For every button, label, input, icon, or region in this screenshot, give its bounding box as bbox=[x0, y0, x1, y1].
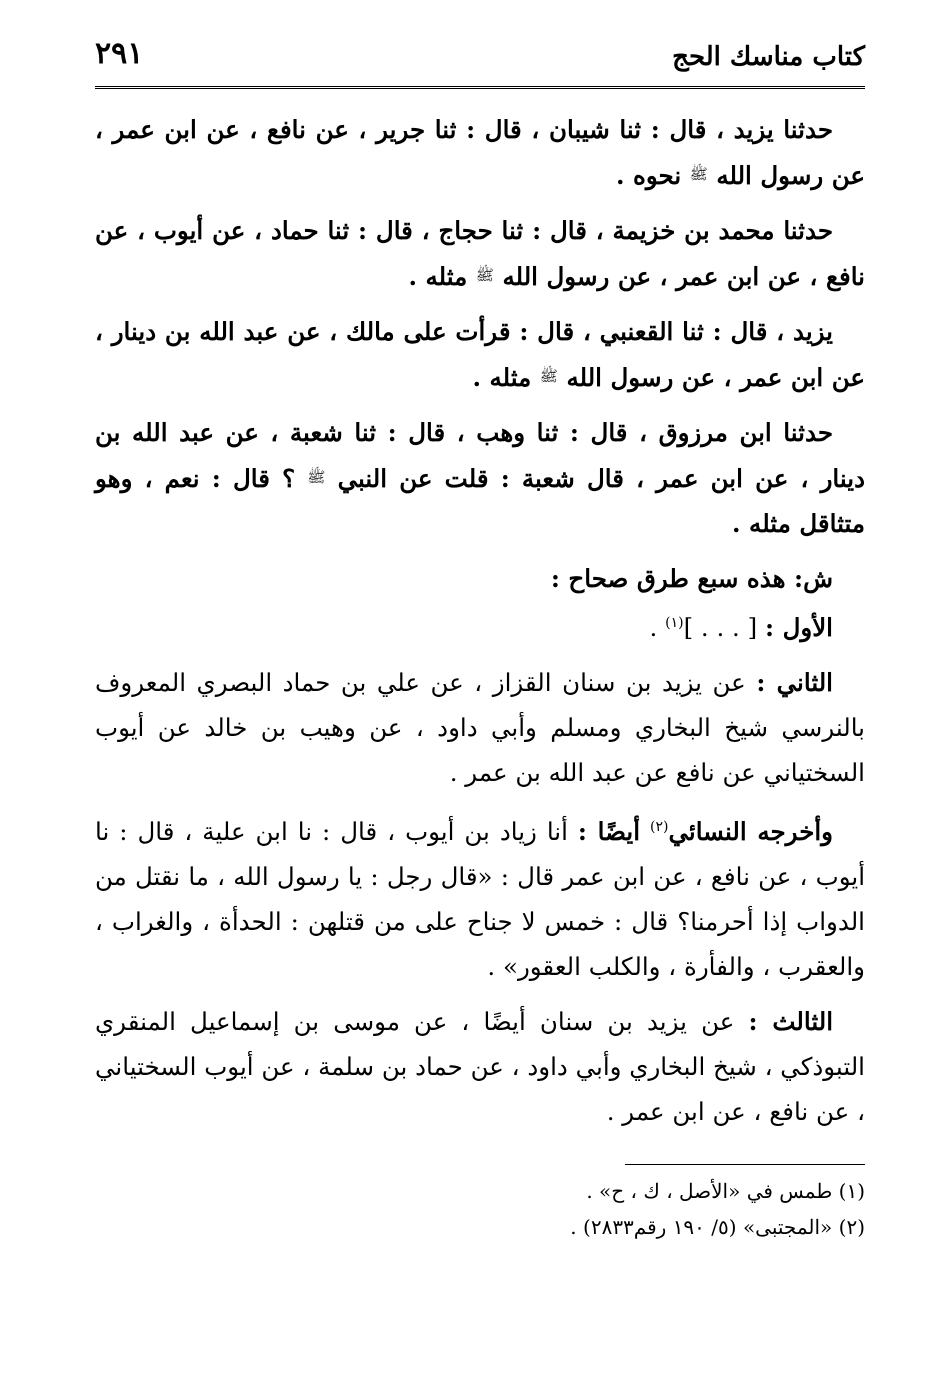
paragraph-text: حدثنا محمد بن خزيمة ، قال : ثنا حجاج ، قال : ثنا حماد ، عن أيوب ، عن نافع ، عن ابن عمر ، عن رسول الله bbox=[95, 216, 865, 291]
salutation-symbol: ﷺ bbox=[539, 367, 558, 385]
paragraph-text-end: نحوه . bbox=[615, 161, 682, 190]
page-header bbox=[95, 30, 865, 89]
paragraph-text-end: ؟ قال : نعم ، وهو متثاقل مثله . bbox=[95, 464, 865, 538]
route-end: . bbox=[649, 613, 658, 643]
running-title: كتاب مناسك الحج bbox=[672, 42, 865, 72]
footnote-marker: (١) bbox=[665, 615, 684, 631]
first-route bbox=[95, 601, 865, 650]
route-text: عن يزيد بن سنان أيضًا ، عن موسى بن إسماعيل المنقري التبوذكي ، شيخ البخاري وأبي داود ، عن حماد بن سلمة ، عن أيوب السختياني ، عن نافع ، عن ابن عمر . bbox=[95, 1007, 865, 1127]
commentary-heading: ش: هذه سبع طرق صحاح : bbox=[550, 564, 833, 593]
paragraph-text: حدثنا يزيد ، قال : ثنا شيبان ، قال : ثنا جرير ، عن نافع ، عن ابن عمر ، عن رسول الله bbox=[95, 115, 865, 190]
nasai-paragraph bbox=[95, 805, 865, 989]
second-route bbox=[95, 660, 865, 795]
paragraph-text-end: مثله . bbox=[472, 363, 532, 392]
source-label-2: أيضًا : bbox=[577, 817, 641, 847]
salutation-symbol: ﷺ bbox=[475, 266, 494, 284]
paragraph-text: يزيد ، قال : ثنا القعنبي ، قال : قرأت على مالك ، عن عبد الله بن دينار ، عن ابن عمر ، عن رسول الله bbox=[95, 317, 865, 392]
paragraph-text-end: مثله . bbox=[408, 262, 468, 291]
source-label: وأخرجه النسائي bbox=[668, 817, 833, 847]
route-label: الثالث : bbox=[748, 1007, 833, 1037]
route-label: الأول : bbox=[765, 613, 833, 643]
hadith-paragraph-4 bbox=[95, 410, 865, 546]
footnote-2: (٢) «المجتبى» (٥/ ١٩٠ رقم٢٨٣٣) . bbox=[570, 1215, 865, 1240]
footnote-divider bbox=[625, 1164, 865, 1165]
paragraph-text: حدثنا ابن مرزوق ، قال : ثنا وهب ، قال : ثنا شعبة ، عن عبد الله بن دينار ، عن ابن عمر ، قال شعبة : قلت عن النبي bbox=[95, 418, 865, 493]
page bbox=[95, 30, 865, 1245]
source-text: أنا زياد بن أيوب ، قال : نا ابن علية ، قال : نا أيوب ، عن نافع ، عن ابن عمر قال : «قال رجل : يا رسول الله ، ما نقتل من الدواب إذا أحرمنا؟ قال : خمس لا جناح على من قتلهن : الحدأة ، والغراب ، والعقرب ، والفأرة ، والكلب العقور» . bbox=[95, 817, 865, 982]
route-label: الثاني : bbox=[756, 668, 833, 698]
salutation-symbol: ﷺ bbox=[689, 165, 708, 183]
footnote-1: (١) طمس في «الأصل ، ك ، ح» . bbox=[586, 1179, 865, 1204]
route-text: [ . . . ] bbox=[683, 613, 758, 643]
hadith-paragraph-3 bbox=[95, 309, 865, 400]
hadith-paragraph-2 bbox=[95, 208, 865, 299]
page-number: ٢٩١ bbox=[95, 36, 144, 71]
salutation-symbol: ﷺ bbox=[307, 468, 326, 486]
footnote-marker: (٢) bbox=[650, 819, 669, 836]
page-body bbox=[95, 107, 865, 1245]
hadith-paragraph-1 bbox=[95, 107, 865, 198]
route-text: عن يزيد بن سنان القزاز ، عن علي بن حماد البصري المعروف بالنرسي شيخ البخاري ومسلم وأبي داود ، عن وهيب بن خالد عن أيوب السختياني عن نافع عن عبد الله بن عمر . bbox=[95, 668, 865, 788]
third-route bbox=[95, 999, 865, 1134]
